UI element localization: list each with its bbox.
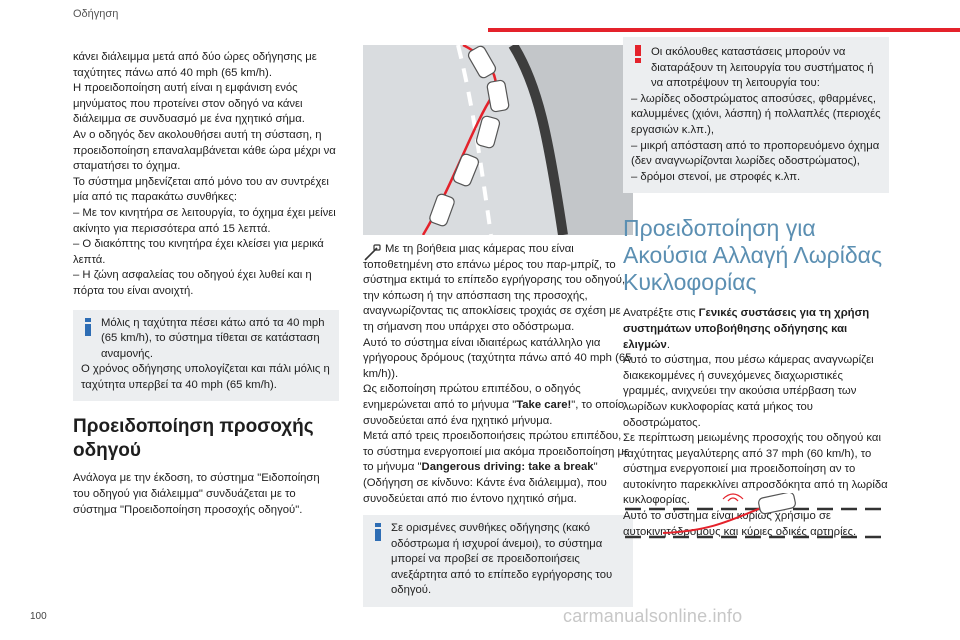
lane-departure-illustration: [623, 493, 889, 548]
warning-text: Οι ακόλουθες καταστάσεις μπορούν να διαταράξουν τη λειτουργία του συστήματος ή να αποτρέψουν τη λειτουργία του:: [651, 46, 874, 90]
list-item: – Η ζώνη ασφαλείας του οδηγού έχει λυθεί και η πόρτα του είναι ανοιχτή.: [73, 269, 312, 297]
paragraph: Το σύστημα μηδενίζεται από μόνο του αν συντρέχει μία από τις παρακάτω συνθήκες:: [73, 175, 329, 204]
list-item: – Με τον κινητήρα σε λειτουργία, το όχημα έχει μείνει ακίνητο για περισσότερα από 15 λεπτά.: [73, 206, 336, 235]
paragraph: Ανάλογα με την έκδοση, το σύστημα "Ειδοποίηση του οδηγού για διάλειμμα" συνδυάζεται με το σύστημα "Προειδοποίηση προσοχής οδηγού".: [73, 472, 320, 516]
road-diagram: [363, 45, 633, 235]
camera-icon: [363, 244, 381, 262]
text-span: .: [666, 338, 670, 351]
warning-icon: [631, 45, 645, 63]
column-2: [363, 242, 633, 607]
info-icon: [371, 523, 385, 541]
section-heading: Προειδοποίηση για Ακούσια Αλλαγή Λωρίδας Κυκλοφορίας: [623, 215, 883, 296]
info-text: Σε ορισμένες συνθήκες οδήγησης (κακό οδόστρωμα ή ισχυροί άνεμοι), το σύστημα μπορεί να προβεί σε προειδοποιήσεις ανεξάρτητα από το επίπεδο εγρήγορσης του οδηγού.: [391, 522, 613, 597]
text-span: " (Οδήγηση σε κίνδυνο: Κάντε ένα διάλειμμα), που συνοδεύεται από πιο έντονο ηχητικό σήμα.: [363, 461, 607, 505]
page-number: 100: [30, 611, 47, 622]
list-item: – μικρή απόσταση από το προπορευόμενο όχημα (δεν αναγνωρίζονται λωρίδες οδοστρώματος),: [631, 139, 880, 168]
section-heading: Προειδοποίηση προσοχής οδηγού: [73, 416, 314, 462]
paragraph: [623, 306, 889, 353]
info-text: Ο χρόνος οδήγησης υπολογίζεται και πάλι μόλις η ταχύτητα υπερβεί τα 40 mph (65 km/h).: [81, 363, 330, 391]
text-span: Μετά από τρεις προειδοποιήσεις πρώτου επιπέδου, το σύστημα ενεργοποιεί μια ακόμα προειδοποίηση με το μήνυμα ": [363, 430, 630, 474]
paragraph: Η προειδοποίηση αυτή είναι η εμφάνιση ενός μηνύματος που προτείνει στον οδηγό να κάνει διάλειμμα σε συνδυασμό με ένα ηχητικό σήμα.: [73, 82, 305, 126]
lane-departure-diagram: [623, 493, 889, 548]
list-item: – δρόμοι στενοί, με στροφές κ.λπ.: [631, 170, 801, 183]
paragraph: Σε περίπτωση μειωμένης προσοχής του οδηγού και ταχύτητας μεγαλύτερης από 37 mph (60 km/h), το σύστημα ενεργοποιεί μια προειδοποίηση αν το αυτοκίνητο παρεκκλίνει απροσδόκητα από τη λωρίδα κυκλοφορίας.: [623, 432, 888, 507]
watermark: carmanualsonline.info: [563, 606, 743, 626]
list-item: – λωρίδες οδοστρώματος αποσύσες, φθαρμένες, καλυμμένες (χιόνι, λάσπη) ή πολλαπλές (περιοχές εργασιών κ.λπ.),: [631, 92, 881, 136]
paragraph: Αν ο οδηγός δεν ακολουθήσει αυτή τη σύσταση, η προειδοποίηση επαναλαμβάνεται κάθε ώρα μέχρι να σταματήσει το όχημα.: [73, 128, 336, 173]
message-text: Dangerous driving: take a break: [421, 461, 594, 474]
reference-link-text: Γενικές συστάσεις για τη χρήση συστημάτων υποβοήθησης οδήγησης και ελιγμών: [623, 307, 870, 351]
paragraph: [363, 382, 633, 429]
warning-box: [623, 37, 889, 193]
header-accent-bar: [488, 28, 960, 32]
column-1: [73, 50, 339, 518]
text-span: Ως ειδοποίηση πρώτου επιπέδου, ο οδηγός ενημερώνεται από το μήνυμα ": [363, 383, 581, 411]
text-span: ", το οποίο συνοδεύεται από ένα ηχητικό μήνυμα.: [363, 398, 625, 427]
paragraph: Αυτό το σύστημα είναι κυρίως χρήσιμο σε αυτοκινητόδρομους και κύριες οδικές αρτηρίες.: [623, 510, 857, 538]
message-text: Take care!: [516, 398, 572, 411]
info-icon: [81, 318, 95, 336]
info-text: Μόλις η ταχύτητα πέσει κάτω από τα 40 mph (65 km/h), το σύστημα τίθεται σε κατάσταση αναμονής.: [101, 316, 325, 360]
column-3: [623, 37, 889, 540]
paragraph: κάνει διάλειμμα μετά από δύο ώρες οδήγησης με ταχύτητες πάνω από 40 mph (65 km/h).: [73, 51, 317, 79]
info-box: [73, 310, 339, 402]
lane-drift-illustration: [363, 45, 633, 235]
text-span: Ανατρέξτε στις: [623, 307, 699, 320]
info-box: [363, 515, 633, 607]
figure-caption: Με τη βοήθεια μιας κάμερας που είναι τοποθετημένη στο επάνω μέρος του παρ-μπρίζ, το σύστημα εκτιμά το επίπεδο εγρήγορσης του οδηγού, την κόπωση ή την απόσπαση της προσοχής, αναγνωρίζοντας τις αποκλίσεις τροχιάς σε σχέση με τη σήμανση που υπάρχει στο οδόστρωμα.: [363, 243, 626, 333]
paragraph: Αυτό το σύστημα, που μέσω κάμερας αναγνωρίζει διακεκομμένες ή συνεχόμενες διαχωριστικές γραμμές, ανιχνεύει την ακούσια υπέρβαση των λωρίδων κυκλοφορίας κατά μήκος του οδοστρώματος.: [623, 354, 874, 429]
paragraph: Αυτό το σύστημα είναι ιδιαιτέρως κατάλληλο για γρήγορους δρόμους (ταχύτητα πάνω από 40 mph (65 km/h)).: [363, 336, 632, 380]
paragraph: [363, 429, 633, 507]
list-item: – Ο διακόπτης του κινητήρα έχει κλείσει για μερικά λεπτά.: [73, 238, 324, 266]
section-label: Οδήγηση: [73, 8, 119, 20]
